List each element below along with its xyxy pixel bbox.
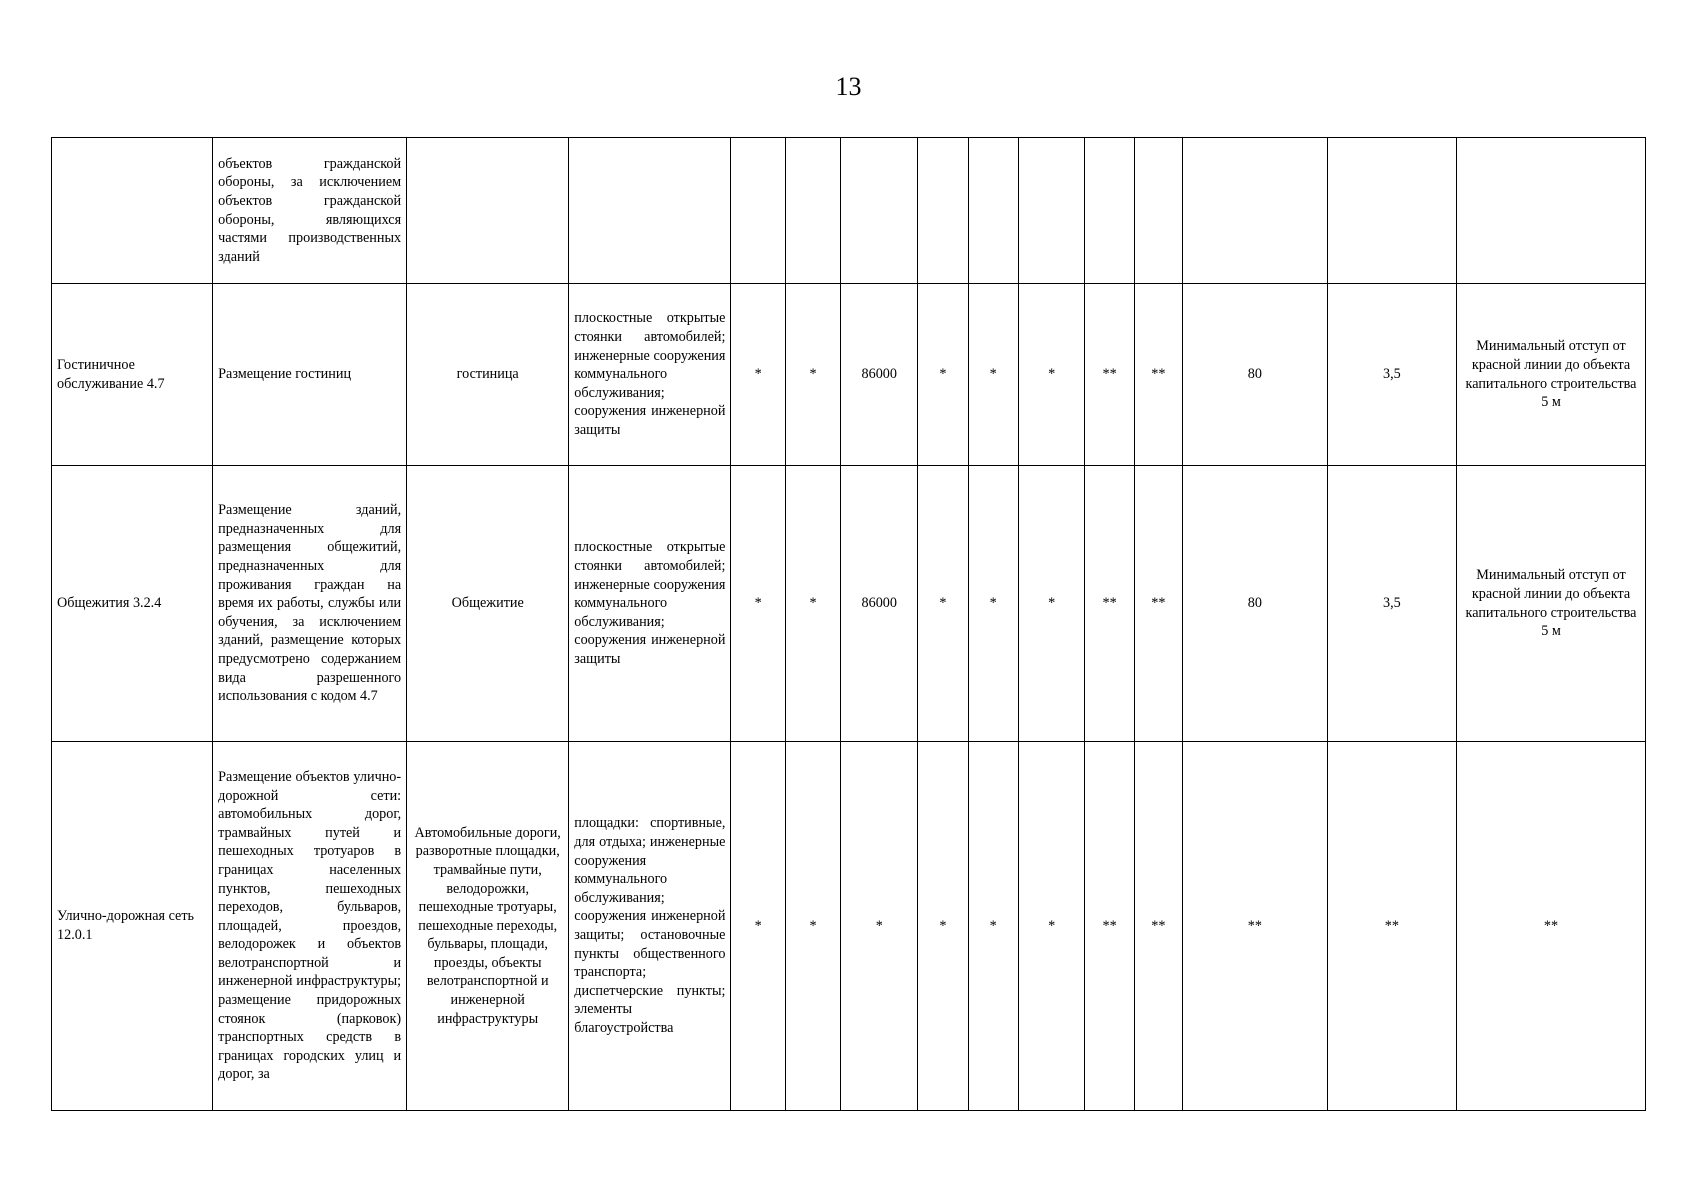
parameter-cell (1182, 138, 1327, 284)
parameter-cell: ** (1085, 466, 1134, 742)
permitted-use-description-cell: Размещение зданий, предназначенных для размещения общежитий, предназначенных для проживания граждан на время их работы, службы или обучения, за исключением зданий, размещение которых предусмотрено содержанием вида разрешенного использования с кодом 4.7 (213, 466, 407, 742)
note-cell: Минимальный отступ от красной линии до объекта капитального строительства 5 м (1457, 284, 1646, 466)
parameter-cell: ** (1134, 466, 1182, 742)
parameter-cell: * (968, 284, 1018, 466)
auxiliary-objects-cell: плоскостные открытые стоянки автомобилей; инженерные сооружения коммунального обслуживания; сооружения инженерной защиты (569, 284, 731, 466)
parameter-cell (841, 138, 918, 284)
parameter-cell: * (841, 742, 918, 1111)
parameter-cell: ** (1134, 742, 1182, 1111)
parameter-cell: 3,5 (1327, 466, 1456, 742)
main-objects-cell: Автомобильные дороги, разворотные площадки, трамвайные пути, велодорожки, пешеходные тротуары, пешеходные переходы, бульвары, площади, проезды, объекты велотранспортной и инженерной инфраструктуры (407, 742, 569, 1111)
page-number: 13 (835, 72, 862, 101)
parameter-cell: * (785, 284, 840, 466)
main-objects-cell (407, 138, 569, 284)
permitted-use-type-cell: Гостиничное обслуживание 4.7 (52, 284, 213, 466)
auxiliary-objects-cell: плоскостные открытые стоянки автомобилей; инженерные сооружения коммунального обслуживания; сооружения инженерной защиты (569, 466, 731, 742)
parameter-cell: ** (1085, 742, 1134, 1111)
note-cell: ** (1457, 742, 1646, 1111)
note-cell: Минимальный отступ от красной линии до объекта капитального строительства 5 м (1457, 466, 1646, 742)
parameter-cell (918, 138, 968, 284)
parameter-cell: 80 (1182, 284, 1327, 466)
permitted-use-description-cell: объектов гражданской обороны, за исключением объектов гражданской обороны, являющихся частями производственных зданий (213, 138, 407, 284)
parameter-cell: * (918, 466, 968, 742)
parameter-cell: ** (1134, 284, 1182, 466)
parameter-cell (785, 138, 840, 284)
permitted-use-type-cell: Общежития 3.2.4 (52, 466, 213, 742)
parameter-cell: ** (1327, 742, 1456, 1111)
permitted-use-type-cell: Улично-дорожная сеть 12.0.1 (52, 742, 213, 1111)
parameter-cell: * (731, 284, 785, 466)
permitted-use-description-cell: Размещение объектов улично-дорожной сети: автомобильных дорог, трамвайных путей и пешеходных тротуаров в границах населенных пунктов, пешеходных переходов, бульваров, площадей, проездов, велодорожек и объектов велотранспортной и инженерной инфраструктуры; размещение придорожных стоянок (парковок) транспортных средств в границах городских улиц и дорог, за (213, 742, 407, 1111)
parameter-cell: * (731, 466, 785, 742)
note-cell (1457, 138, 1646, 284)
parameter-cell: ** (1182, 742, 1327, 1111)
parameter-cell: 80 (1182, 466, 1327, 742)
parameter-cell (1018, 138, 1085, 284)
permitted-use-type-cell (52, 138, 213, 284)
parameter-cell: * (918, 742, 968, 1111)
parameter-cell: 86000 (841, 466, 918, 742)
table-row (52, 742, 1646, 1111)
parameter-cell: * (785, 466, 840, 742)
auxiliary-objects-cell (569, 138, 731, 284)
parameter-cell: * (785, 742, 840, 1111)
parameter-cell: * (1018, 742, 1085, 1111)
parameter-cell: * (968, 466, 1018, 742)
table-row (52, 466, 1646, 742)
parameter-cell: * (731, 742, 785, 1111)
main-objects-cell: Общежитие (407, 466, 569, 742)
parameter-cell: * (1018, 466, 1085, 742)
parameter-cell (731, 138, 785, 284)
parameter-cell (1134, 138, 1182, 284)
parameter-cell: 3,5 (1327, 284, 1456, 466)
land-use-regulations-table (51, 137, 1646, 1111)
permitted-use-description-cell: Размещение гостиниц (213, 284, 407, 466)
parameter-cell (1327, 138, 1456, 284)
table-row (52, 284, 1646, 466)
parameter-cell (1085, 138, 1134, 284)
parameter-cell: * (968, 742, 1018, 1111)
main-objects-cell: гостиница (407, 284, 569, 466)
parameter-cell: ** (1085, 284, 1134, 466)
parameter-cell: * (1018, 284, 1085, 466)
auxiliary-objects-cell: площадки: спортивные, для отдыха; инженерные сооружения коммунального обслуживания; сооружения инженерной защиты; остановочные пункты общественного транспорта; диспетчерские пункты; элементы благоустройства (569, 742, 731, 1111)
parameter-cell: * (918, 284, 968, 466)
parameter-cell: 86000 (841, 284, 918, 466)
table-row (52, 138, 1646, 284)
parameter-cell (968, 138, 1018, 284)
